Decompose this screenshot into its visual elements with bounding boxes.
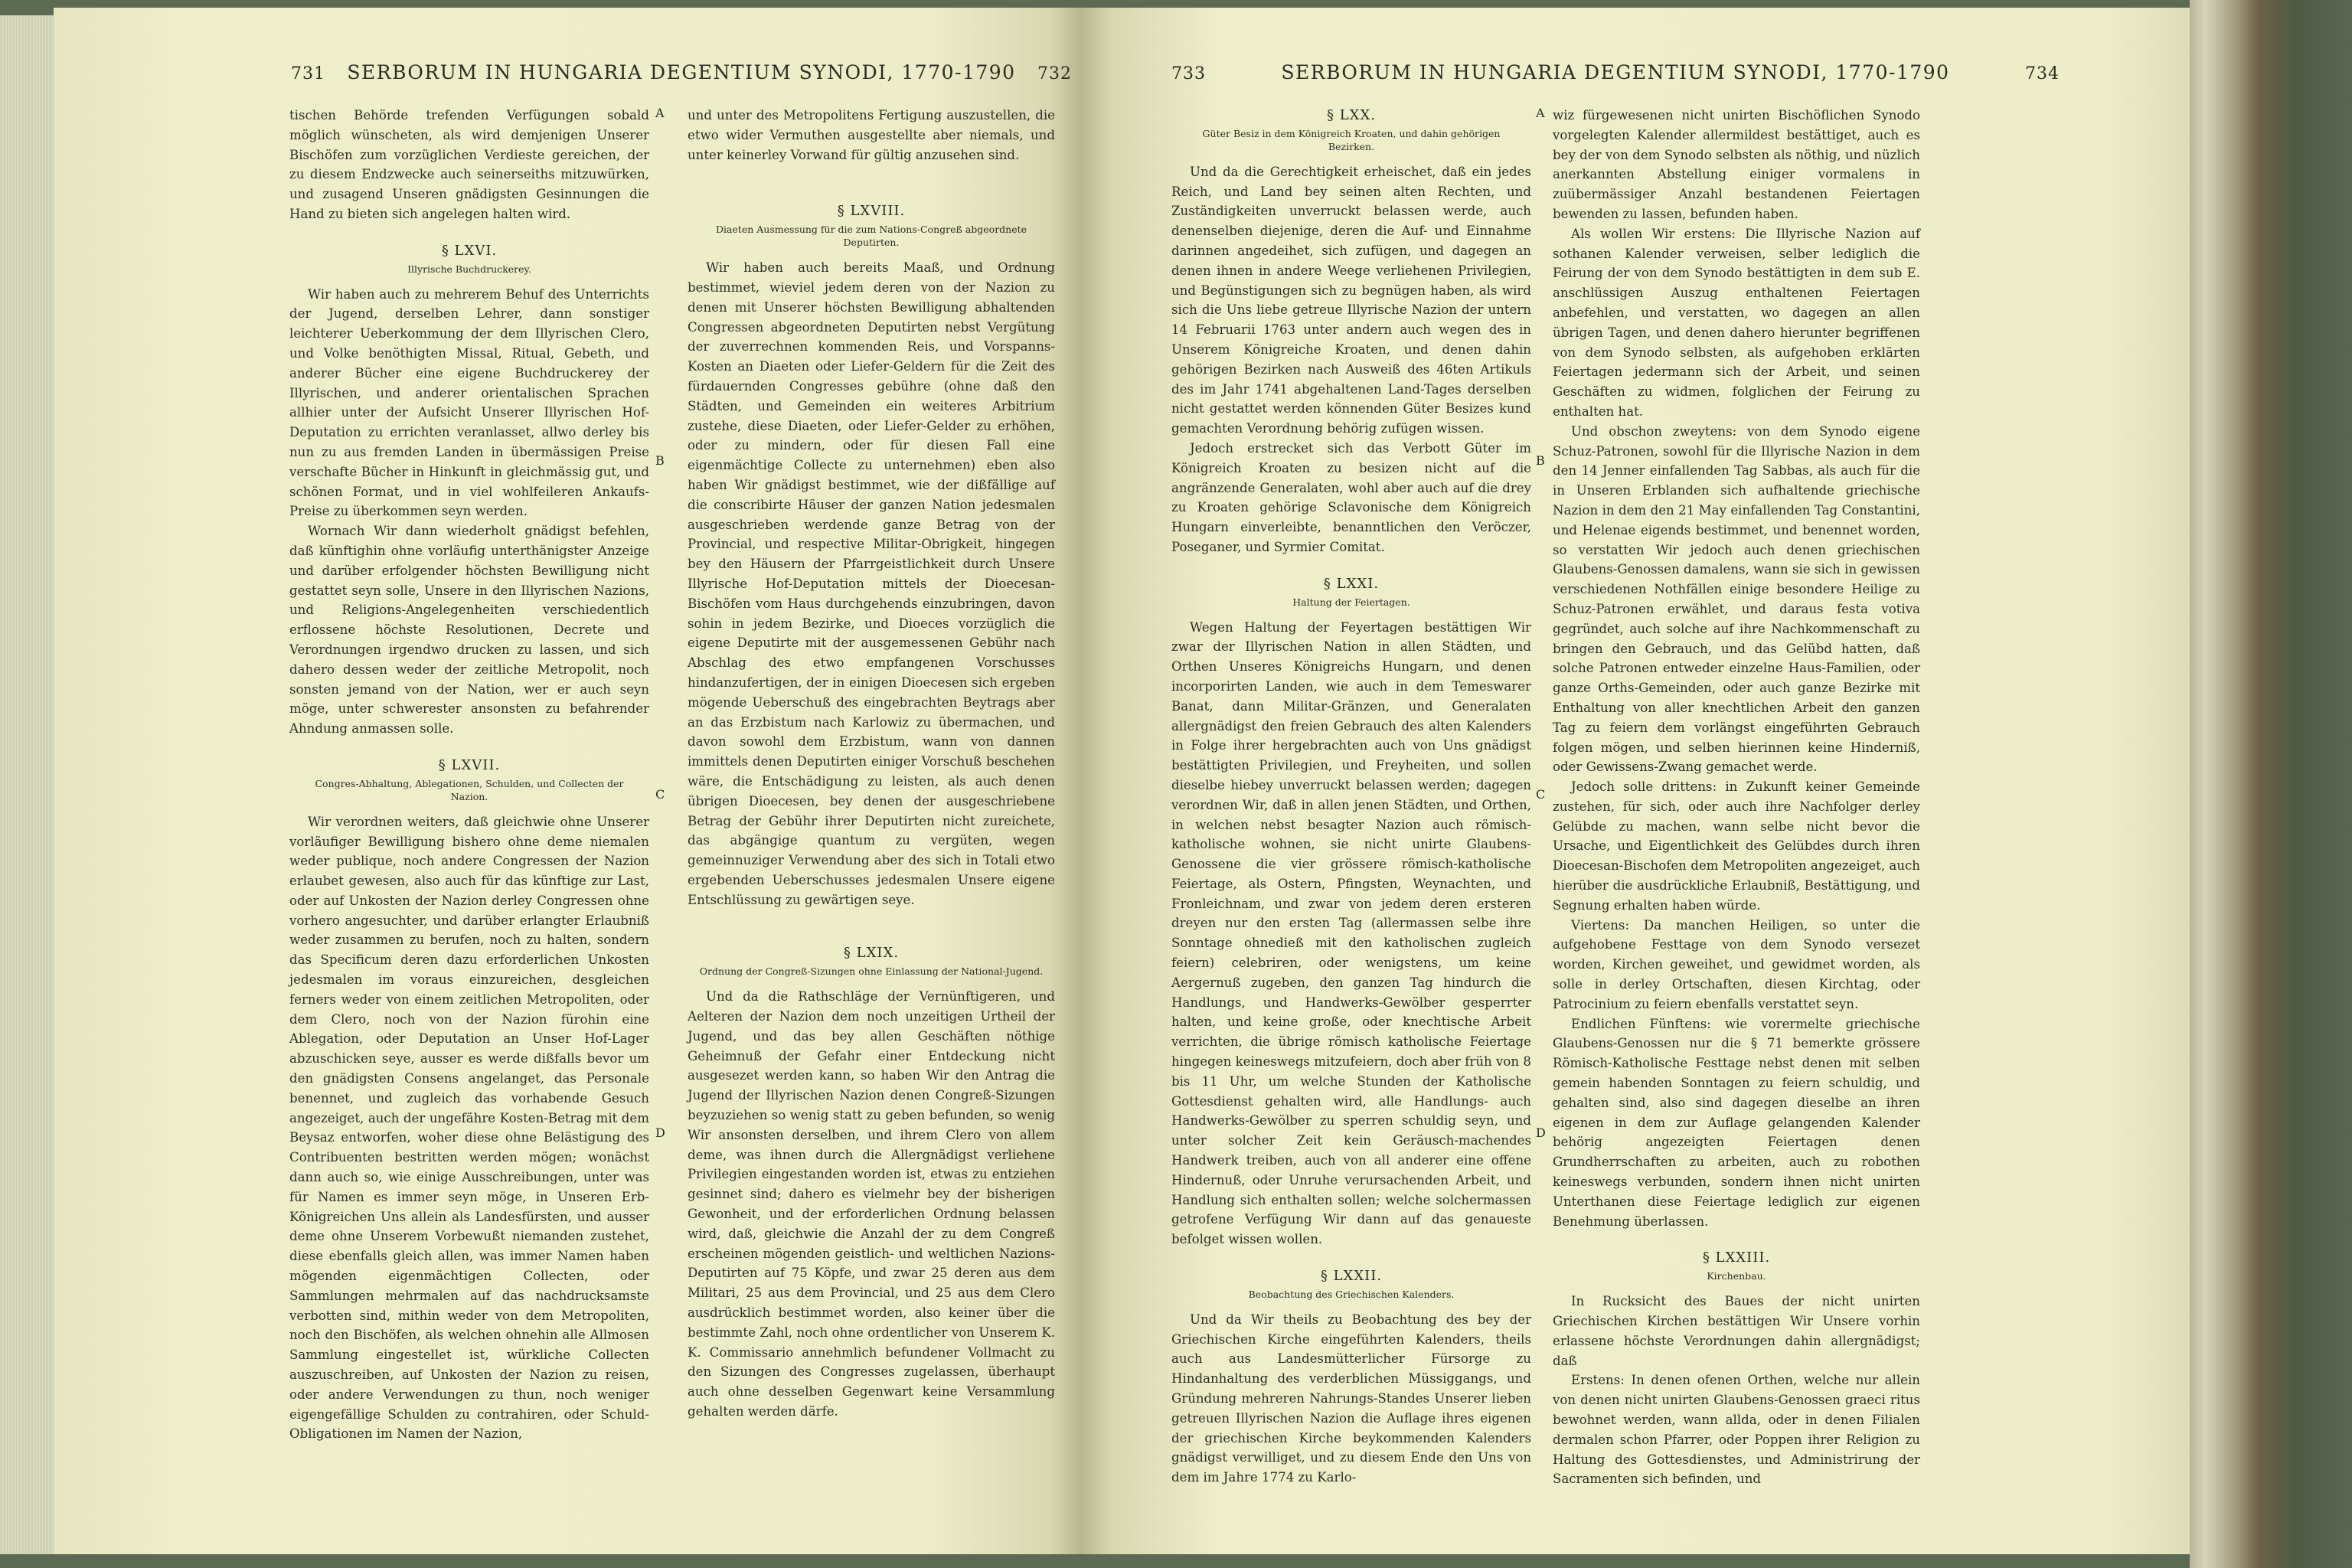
paragraph: Endlichen Fünftens: wie vorermelte griechische Glaubens-Genossen nur die § 71 bemerkte grössere Römisch-Katholische Festtage nebst denen mit selben gemein habenden Sonntagen zu feiern schuldig, und gehalten sind, also sind dagegen dieselbe an ihren eigenen in dem zur Auflage gelangenden Kalender behörig angezeigten Feiertagen denen Grundherrschaften zu arbeiten, auch zu robothen keineswegs verbunden, sondern ihnen nicht unirten Unterthanen diese Feiertage lediglich zur eigenen Benehmung überlassen.	[1553, 1016, 1920, 1229]
section-number: § LXVII.	[438, 756, 501, 773]
paragraph: Wegen Haltung der Feyertagen bestättigen Wir zwar der Illyrischen Nation in allen Städten, und Orthen Unseres Königreichs Hungarn, und denen incorporirten Landen, wie auch in dem Temeswarer Banat, dann Militar-Gränzen, und Generalaten allergnädigst den freien Gebrauch des alten Kalenders in Folge ihrer hergebrachten auch von Uns gnädigst bestättigten Privilegien, und Freyheiten, und sollen dieselbe hiebey unverruckt belassen werden; dagegen verordnen Wir, daß in allen jenen Städten, und Orthen, in welchen nebst besagter Nazion auch römisch-katholische wohnen, sie nicht unirte Glaubens-Genossene die vier grössere römisch-katholische Feiertage, als Ostern, Pfingsten, Weynachten, und Fronleichnam, und zwar von jedem deren ersteren dreyen nur den ersten Tag (allermassen selbe ihre Sonntage ohnedieß mit den katholischen zugleich feiern) celebriren, oder wenigstens, um keine Aergernuß zugeben, den ganzen Tag hindurch die Handlungs, und Handwerks-Gewölber gesperrter halten, und keine große, oder knechtische Arbeit verrichten, die übrige römisch katholische Feiertage hingegen keineswegs mitzufeiern, doch aber früh von 8 bis 11 Uhr, um welche Stunden der Katholische Gottesdienst gehalten wird, alle Handlungs- auch Handwerks-Gewölber zu sperren schuldig seyn, und unter solcher Zeit kein Geräusch-machendes Handwerk treiben, auch von all anderer eine offene Hindernuß, oder Unruhe verursachenden Arbeit, und Handlung sich enthalten sollen; welche solchermassen getrofene Verfügung Wir dann auf das genaueste befolget wissen wollen.	[1171, 619, 1531, 1247]
section-number: § LXXII.	[1320, 1268, 1383, 1285]
section-title: Kirchenbau.	[1707, 1270, 1766, 1282]
paragraph: In Rucksicht des Baues der nicht unirten Griechischen Kirchen bestättigen Wir Unsere vorhin erlassene höchste Verordnungen dahin allergnädigst; daß	[1553, 1294, 1920, 1368]
paragraph: und unter des Metropolitens Fertigung auszustellen, die etwo wider Vermuthen ausgestellte aber niemals, und unter keinerley Vorwand für gültig anzusehen sind.	[688, 108, 1055, 162]
paragraph: Jedoch erstrecket sich das Verbott Güter im Königreich Kroaten zu besizen nicht auf die angränzende Generalaten, wohl aber auch auf die drey zu Kroaten gehörige Sclavonische dem Königreich Hungarn einverleibte, benanntlichen den Veröczer, Poseganer, und Syrmier Comitat.	[1171, 440, 1531, 554]
section-title: Diaeten Ausmessung für die zum Nations-Congreß abgeordnete Deputirten.	[715, 224, 1027, 249]
page-number-733: 733	[1171, 64, 1206, 83]
paragraph: Erstens: In denen ofenen Orthen, welche nur allein von denen nicht unirten Glaubens-Genossen graeci ritus bewohnet werden, wann allda, oder in denen Filialen dermalen schon Pfarrer, oder Poppen ihrer Religion zu Haltung des Gottesdienstes, und Administrirung der Sacramenten sich befinden, und	[1553, 1373, 1920, 1487]
paragraph: Jedoch solle drittens: in Zukunft keiner Gemeinde zustehen, für sich, oder auch ihre Nachfolger derley Gelübde zu machen, wann selbe nicht bevor die Ursache, und Eigentlichkeit des Gelübdes durch ihren Dioecesan-Bischofen dem Metropoliten angezeiget, auch hierüber die ausdrückliche Erlaubniß, Bestättigung, und Segnung erhalten haben würde.	[1553, 779, 1920, 913]
text-column-1	[289, 106, 649, 1444]
section-number: § LXVIII.	[837, 203, 906, 220]
section-title: Illyrische Buchdruckerey.	[407, 263, 531, 275]
page-number-731: 731	[291, 64, 325, 83]
paragraph: Wornach Wir dann wiederholt gnädigst befehlen, daß künftighin ohne vorläufig unterthänigster Anzeige und darüber erfolgender höchsten Bewilligung nicht gestattet seyn solle, Unsere in den Illyrischen Nazions, und Religions-Angelegenheiten verschiedentlich erflossene höchste Resolutionen, Decrete und Verordnungen irgendwo drucken zu lassen, und sich dahero dessen weder der zeitliche Metropolit, noch sonsten jemand von der Nation, wer er auch seyn möge, unter schwerester ansonsten zu befahrender Ahndung anmassen solle.	[289, 524, 649, 737]
margin-marker: C	[655, 787, 665, 802]
section-title: Beobachtung des Griechischen Kalenders.	[1248, 1288, 1455, 1300]
running-title: SERBORUM IN HUNGARIA DEGENTIUM SYNODI, 1770-1790	[1281, 61, 1950, 83]
running-header-right	[1171, 61, 2060, 83]
paragraph: Und obschon zweytens: von dem Synodo eigene Schuz-Patronen, sowohl für die Illyrische Nazion in dem den 14 Jenner einfallenden Tag Sabbas, als auch für die in Unseren Erblanden sich aufhaltende griechische Nazion in dem den 21 May einfallenden Tag Constantini, und Helenae eigends bestimmet, und benennet worden, so verstatten Wir jedoch auch denen griechischen Glaubens-Genossen damalens, wann sie sich in gewissen verschiedenen Nothfällen einige besondere Heilige zu Schuz-Patronen erwählet, und daraus festa votiva gegründet, auch solche auf ihre Nachkommenschaft zu bringen den Gebrauch, und das Gelübd hatten, daß solche Patronen entweder einzelne Haus-Familien, oder ganze Orths-Gemeinden, oder auch ganze Bezirke mit Enthaltung von aller knechtlichen Arbeit den ganzen Tag zu feiern dem vorlängst eingeführten Gebrauch folgen mögen, und selben hierinnen keine Hinderniß, oder Gewissens-Zwang gemachet werde.	[1553, 423, 1920, 775]
page-number-734: 734	[2024, 64, 2060, 83]
margin-marker: A	[655, 106, 665, 120]
section-title: Congres-Abhaltung, Ablegationen, Schulden, und Collecten der Nazion.	[315, 777, 624, 802]
margin-marker: B	[655, 453, 665, 468]
margin-marker: B	[1536, 453, 1545, 468]
paragraph: Und da die Gerechtigkeit erheischet, daß ein jedes Reich, und Land bey seinen alten Rechten, und Zuständigkeiten unverruckt belassen werde, auch denenselben diejenige, deren die Auf- und Einnahme darinnen angedeihet, sich zufügen, und dagegen an denen ihnen in andere Weege verliehenen Privilegien, und Begünstigungen sich zu begnügen haben, als wird sich die Uns liebe getreue Illyrische Nazion der untern 14 Februarii 1763 unter andern auch wegen des in Unserem Königreiche Kroaten, und denen dahin gehörigen Bezirken nach Ausweiß des 46ten Artikuls des im Jahr 1741 abgehaltenen Land-Tages derselben nicht gestattet werden könnenden Güter Besizes kund gemachten Verordnung behörig zufügen wissen.	[1171, 164, 1531, 436]
section-title: Haltung der Feiertagen.	[1292, 596, 1410, 608]
section-title: Ordnung der Congreß-Sizungen ohne Einlassung der National-Jugend.	[699, 965, 1044, 978]
section-number: § LXIX.	[843, 945, 900, 962]
margin-marker: D	[655, 1125, 665, 1140]
margin-marker: C	[1536, 787, 1546, 802]
text-column-4	[1553, 106, 1920, 1489]
section-number: § LXXI.	[1323, 575, 1380, 592]
section-number: § LXXIII.	[1702, 1250, 1771, 1266]
running-header-left	[291, 61, 1072, 83]
book-cover-edge-right	[2190, 0, 2352, 1568]
paragraph: Wir verordnen weiters, daß gleichwie ohne Unserer vorläufiger Bewilligung bishero ohne deme niemalen weder publique, noch andere Congressen der Nazion erlaubet gewesen, also auch für das künftige zur Last, oder auf Unkosten der Nazion derley Congressen ohne vorhero angesuchter, und darüber erlangter Erlaubniß weder zusammen zu berufen, noch zu halten, sondern das Specificum deren dazu erforderlichen Unkosten jedesmalen im voraus einzureichen, desgleichen ferners weder von einem zeitlichen Metropoliten, oder dem Clero, noch von der Nazion fürohin eine Ablegation, oder Deputation an Unser Hof-Lager abzuschicken seye, ausser es werde dißfalls bevor um den gnädigsten Consens angelanget, das Personale benennet, und zugleich das vorhabende Gesuch angezeiget, auch der ungefähre Kosten-Betrag mit dem Beysaz entworfen, woher diese ohne Belästigung des Contribuenten bestritten werden mögen; wonächst dann auch so, wie einige Ausschreibungen, unter was für Namen es immer seyn möge, in Unseren Erb-Königreichen Uns allein als Landesfürsten, und ausser deme ohne Unserem Vorbewußt niemanden zustehet, diese ebenfalls gleich allen, was immer Namen haben mögenden eigenmächtigen Collecten, oder Sammlungen mehrmalen auf das nachdrucksamste verbotten sind, mithin weder von dem Metropoliten, noch den Bischöfen, als welchen ohnehin alle Allmosen Sammlung eingestellet ist, würkliche Collecten auszuschreiben, auf Unkosten der Nazion zu reisen, oder andere Verwendungen zu thun, noch weniger eigengefällige Schulden zu contrahiren, oder Schuld-Obligationen im Namen der Nazion,	[289, 814, 649, 1442]
paragraph: Und da die Rathschläge der Vernünftigeren, und Aelteren der Nazion dem noch unzeitigen Urtheil der Jugend, und das bey allen Geschäften nöthige Geheimnuß der Gefahr einer Entdeckung nicht ausgesezet werden kann, so haben Wir den Antrag die Jugend der Illyrischen Nazion denen Congreß-Sizungen beyzuziehen so wenig statt zu geben befunden, so wenig Wir ansonsten derselben, und ihrem Clero von allem deme, was ihnen durch die Allergnädigst verliehene Privilegien eingestanden worden ist, etwas zu entziehen gesinnet sind; dahero es vielmehr bey der bisherigen Gewonheit, und der erforderlichen Ordnung belassen wird, daß, gleichwie die Anzahl der zu dem Congreß erscheinen mögenden geistlich- und weltlichen Nazions-Deputirten auf 75 Köpfe, und zwar 25 deren aus dem Militari, 25 aus dem Provincial, und 25 aus dem Clero ausdrücklich bestimmet worden, also keiner über die bestimmte Zahl, noch ohne ordentlicher von Unserem K. K. Commissario annehmlich befundener Vollmacht zu den Sizungen des Congresses zugelassen, überhaupt auch ohne desselben Gegenwart keine Versammlung gehalten werden därfe.	[688, 989, 1055, 1419]
margin-marker: D	[1536, 1125, 1546, 1140]
paragraph: wiz fürgewesenen nicht unirten Bischöflichen Synodo vorgelegten Kalender allermildest bestättiget, auch es bey der von dem Synodo selbsten als nöthig, und nüzlich anerkannten Abstellung einiger vormalens in zuübermässiger Anzahl bestandenen Feiertagen bewenden zu lassen, befunden haben.	[1553, 108, 1920, 221]
section-title: Güter Besiz in dem Königreich Kroaten, und dahin gehörigen Bezirken.	[1202, 127, 1501, 152]
section-number: § LXVI.	[441, 242, 498, 259]
paragraph: Viertens: Da manchen Heiligen, so unter die aufgehobene Festtage von dem Synodo versezet worden, Kirchen geweihet, und gewidmet worden, als solle in derley Ortschaften, diesen Kirchtag, oder Patrocinium zu feiern ebenfalls verstattet seyn.	[1553, 917, 1920, 1011]
paragraph: tischen Behörde trefenden Verfügungen sobald möglich wünscheten, als wird demjenigen Unserer Bischöfen zum vorzüglichen Verdieste gereichen, der zu diesem Endzwecke auch seinerseiths mitzuwürken, und zusagend Unseren gnädigsten Gesinnungen die Hand zu bieten sich angelegen halten wird.	[289, 108, 649, 221]
paragraph: Wir haben auch zu mehrerem Behuf des Unterrichts der Jugend, derselben Lehrer, dann sonstiger leichterer Ueberkommung der dem Illyrischen Clero, und Volke benöthigten Missal, Ritual, Gebeth, und anderer Bücher eine eigene Buchdruckerey der Illyrischen, und anderer orientalischen Sprachen allhier unter der Aufsicht Unserer Illyrischen Hof-Deputation zu errichten veranlasset, allwo derley bis nun zu aus fremden Landen in übermässigen Preise verschafte Bücher in Hinkunft in gleichmässig gut, und schönen Format, und in viel wohlfeileren Ankaufs-Preise zu überkommen seyn werden.	[289, 286, 649, 519]
section-number: § LXX.	[1326, 107, 1377, 123]
paragraph: Als wollen Wir erstens: Die Illyrische Nazion auf sothanen Kalender verweisen, selber lediglich die Feirung der von dem Synodo bestättigten in dem sub E. anschlüssigen Auszug enthaltenen Feiertagen anbefehlen, und verstatten, wo dagegen an allen übrigen Tagen, und denen dahero hierunter begriffenen von dem Synodo selbsten, als aufgehoben erklärten Feiertagen jedermann sich der Arbeit, und seinen Geschäften zu widmen, folglichen der Feirung zu enthalten hat.	[1553, 226, 1920, 419]
margin-marker: A	[1536, 106, 1545, 120]
paragraph: Wir haben auch bereits Maaß, und Ordnung bestimmet, wieviel jedem deren von der Nazion zu denen mit Unserer höchsten Bewilligung abhaltenden Congressen abgeordneten Deputirten nebst Vergütung der zuverrechnen kommenden Reis, und Vorspanns-Kosten an Diaeten oder Liefer-Geldern für die Zeit des fürdauernden Congresses gebühre (ohne daß den Städten, und Gemeinden ein weiteres Arbitrium zustehe, diese Diaeten, oder Liefer-Gelder zu erhöhen, oder zu mindern, oder für diesen Fall eine eigenmächtige Collecte zu unternehmen) eben also haben Wir gnädigst bestimmet, wie der dißfällige auf die conscribirte Häuser der ganzen Nation jedesmalen ausgeschrieben werdende ganze Betrag von der Provincial, und respective Militar-Obrigkeit, hingegen bey den Häusern der Pfarrgeistlichkeit durch Unsere Illyrische Hof-Deputation mittels der Dioecesan-Bischöfen vom Haus durchgehends einzubringen, davon sohin in jedem Bezirke, und Dioeces vorzüglich die eigene Deputirte mit der ausgemessenen Gebühr nach Abschlag des etwo empfangenen Vorschusses hindanzufertigen, der in einigen Dioecesen sich ergeben mögende Ueberschuß des eingebrachten Beytrags aber an das Erzbistum nach Karlowiz zu übermachen, und davon sowohl dem Erzbistum, wann von dannen immittels denen Deputirten einiger Vorschuß beschehen wäre, die Entschädigung zu leisten, als auch denen übrigen Dioecesen, bey denen der ausgeschriebene Betrag der Gebühr ihrer Deputirten nicht zureichete, das abgängige quantum zu vergüten, wegen gemeinnuziger Verwendung aber des sich in Totali etwo ergebenden Ueberschusses jedesmalen Unsere eigene Entschlüssung zu gewärtigen seye.	[688, 260, 1055, 907]
page-number-732: 732	[1037, 64, 1072, 83]
left-page	[54, 8, 1080, 1554]
right-page	[1080, 8, 2197, 1554]
paragraph: Und da Wir theils zu Beobachtung des bey der Griechischen Kirche eingeführten Kalenders, theils auch aus Landesmütterlicher Fürsorge zu Hindanhaltung des verderblichen Müssiggangs, und Gründung mehreren Nahrungs-Standes Unserer lieben getreuen Illyrischen Nazion die Auflage ihres eigenen der griechischen Kirche beykommenden Kalenders gnädigst verwilliget, und zu diesem Ende den Uns von dem im Jahre 1774 zu Karlo-	[1171, 1312, 1531, 1485]
running-title: SERBORUM IN HUNGARIA DEGENTIUM SYNODI, 1770-1790	[347, 61, 1016, 83]
text-column-2	[688, 106, 1055, 1422]
text-column-3	[1171, 106, 1531, 1488]
